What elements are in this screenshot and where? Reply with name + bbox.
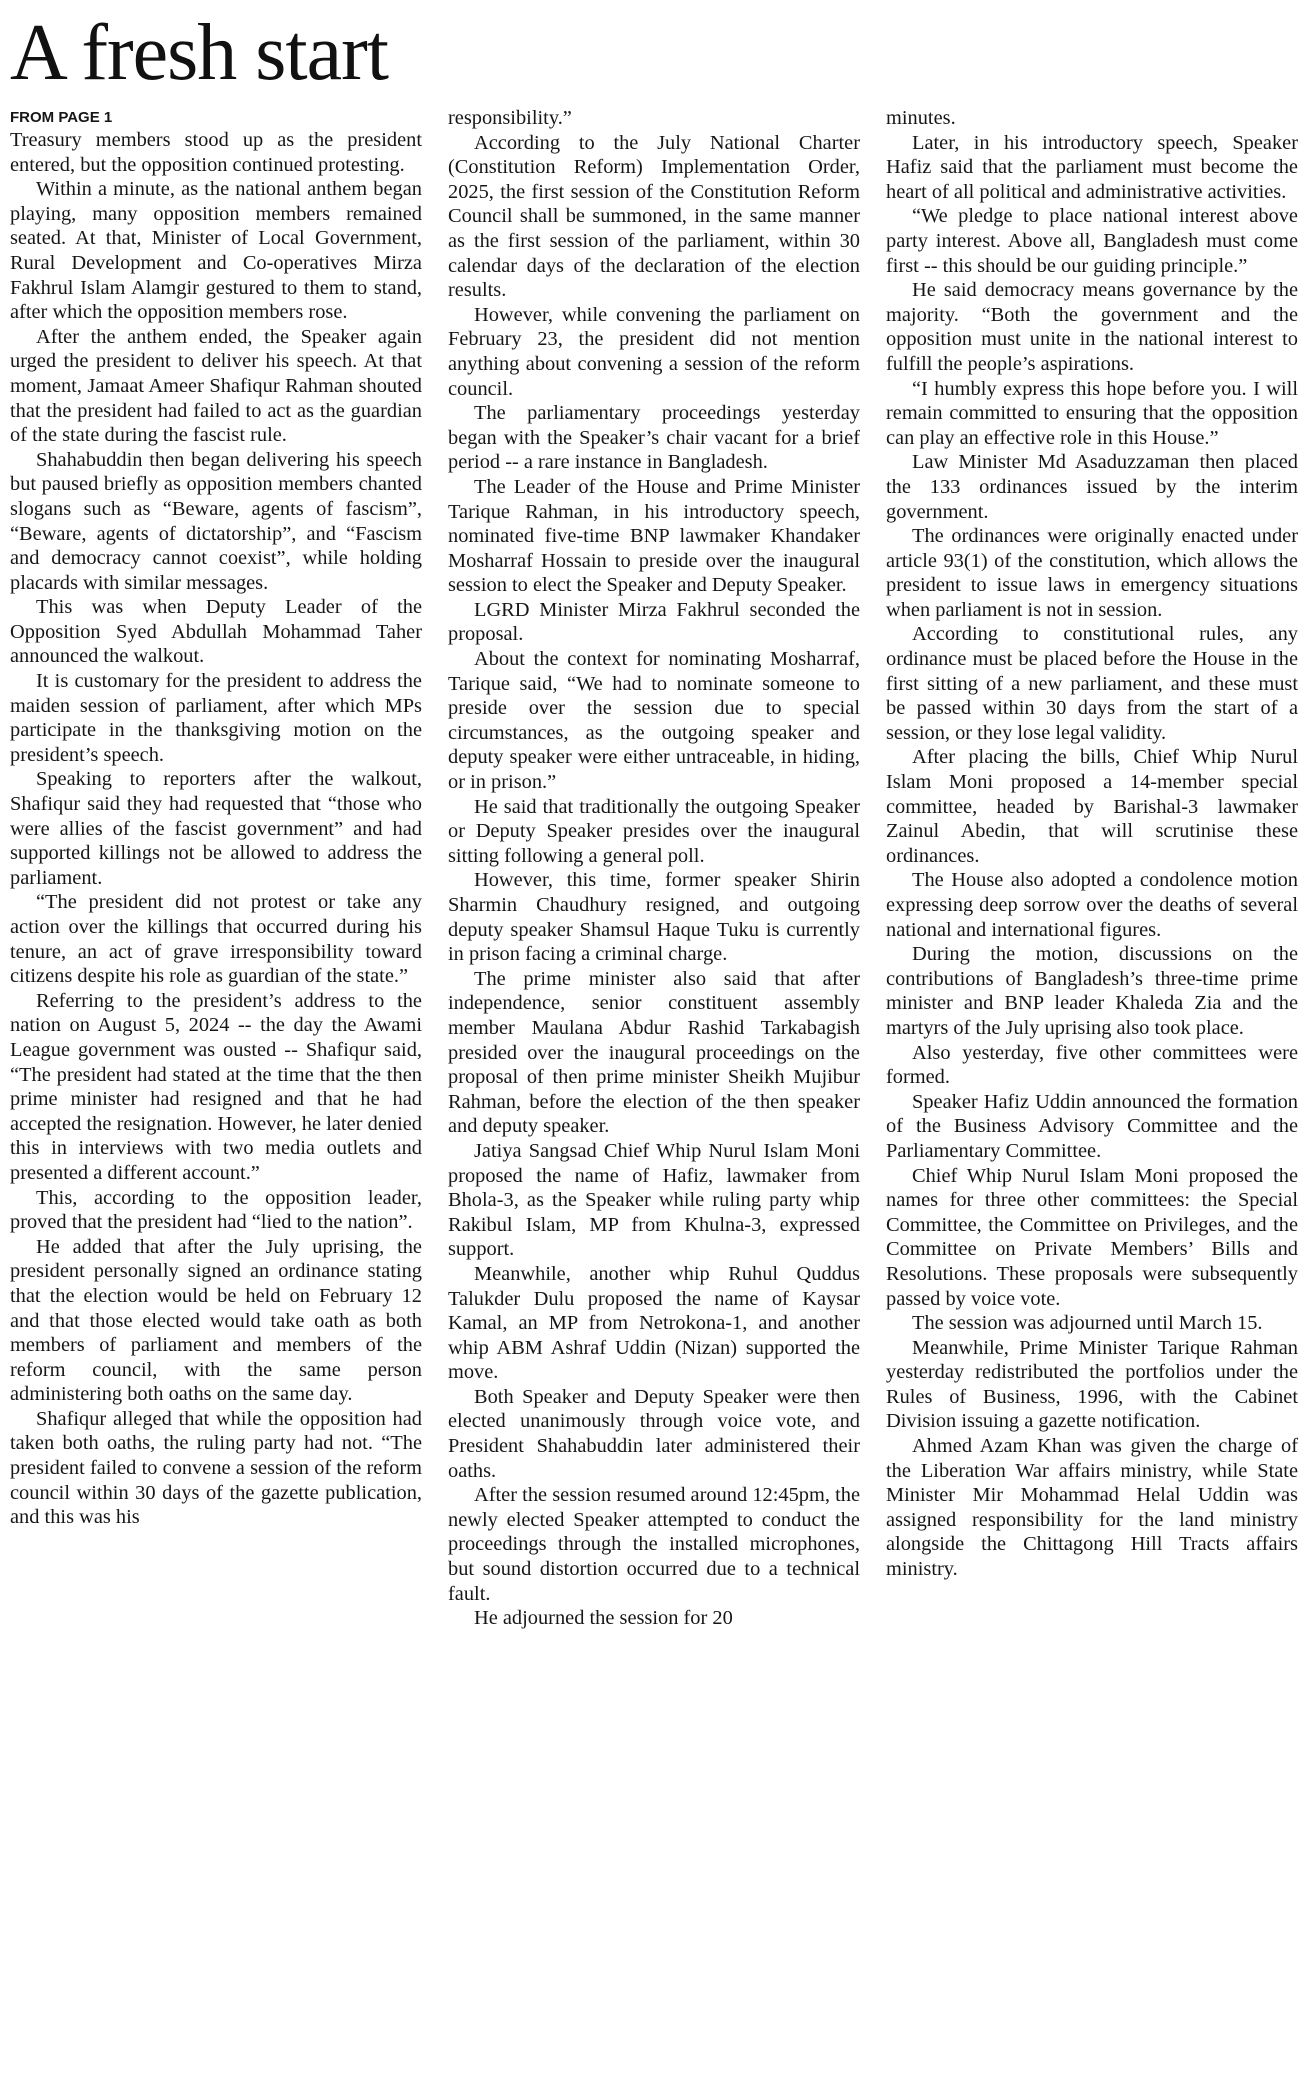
paragraph: Speaking to reporters after the walkout, Shafiqur said they had requested that “those who were allies of the fascist government” and had supported killings not be allowed to address the parliament.: [10, 768, 422, 889]
paragraph: According to constitutional rules, any ordinance must be placed before the House in the first sitting of a new parliament, and these must be passed within 30 days from the start of a session, or they lose legal validity.: [886, 623, 1298, 744]
paragraph: The ordinances were originally enacted under article 93(1) of the constitution, which allows the president to issue laws in emergency situations when parliament is not in session.: [886, 525, 1298, 621]
paragraph: Ahmed Azam Khan was given the charge of the Liberation War affairs ministry, while State Minister Mir Mohammad Helal Uddin was assigned responsibility for the land ministry alongside the Chittagong Hill Tracts affairs ministry.: [886, 1435, 1298, 1581]
paragraph: However, while convening the parliament on February 23, the president did not mention anything about convening a session of the reform council.: [448, 303, 860, 400]
paragraph: Meanwhile, Prime Minister Tarique Rahman yesterday redistributed the portfolios under the Rules of Business, 1996, with the Cabinet Division issuing a gazette notification.: [886, 1336, 1298, 1433]
article-column-1: [10, 108, 422, 1968]
article-column-2: [448, 106, 860, 2082]
paragraph: “I humbly express this hope before you. I will remain committed to ensuring that the opposition can play an effective role in this House.”: [886, 377, 1298, 449]
paragraph: However, this time, former speaker Shirin Sharmin Chaudhury resigned, and outgoing deputy speaker Shamsul Haque Tuku is currently in prison facing a criminal charge.: [448, 869, 860, 966]
paragraph: This, according to the opposition leader, proved that the president had “lied to the nation”.: [10, 1186, 422, 1234]
paragraph: Treasury members stood up as the president entered, but the opposition continued protesting.: [10, 129, 422, 176]
paragraph: Meanwhile, another whip Ruhul Quddus Talukder Dulu proposed the name of Kaysar Kamal, an MP from Netrokona-1, and another whip ABM Ashraf Uddin (Nizan) supported the move.: [448, 1262, 860, 1384]
paragraph: The session was adjourned until March 15.: [912, 1312, 1263, 1335]
paragraph: Later, in his introductory speech, Speaker Hafiz said that the parliament must become the heart of all political and administrative activities.: [886, 131, 1298, 203]
paragraph: It is customary for the president to address the maiden session of parliament, after which MPs participate in the thanksgiving motion on the president’s speech.: [10, 670, 422, 766]
paragraph: The Leader of the House and Prime Minister Tarique Rahman, in his introductory speech, nominated five-time BNP lawmaker Khandaker Mosharraf Hossain to preside over the inaugural session to elect the Speaker and Deputy Speaker.: [448, 475, 860, 597]
paragraph: Both Speaker and Deputy Speaker were then elected unanimously through voice vote, and President Shahabuddin later administered their oaths.: [448, 1385, 860, 1482]
paragraph: Within a minute, as the national anthem began playing, many opposition members remained seated. At that, Minister of Local Government, Rural Development and Co-operatives Mirza Fakhrul Islam Alamgir gestured to them to stand, after which the opposition members rose.: [10, 178, 422, 324]
headline: A fresh start: [10, 9, 389, 97]
kicker-from-page-1: FROM PAGE 1: [10, 109, 113, 126]
paragraph: The parliamentary proceedings yesterday began with the Speaker’s chair vacant for a brief period -- a rare instance in Bangladesh.: [448, 402, 860, 474]
paragraph: After the session resumed around 12:45pm, the newly elected Speaker attempted to conduct the proceedings through the installed microphones, but sound distortion occurred due to a technical fault.: [448, 1484, 860, 1605]
paragraph: The prime minister also said that after independence, senior constituent assembly member Maulana Abdur Rashid Tarkabagish presided over the inaugural proceedings on the proposal of then prime minister Sheikh Mujibur Rahman, before the election of the then speaker and deputy speaker.: [448, 967, 860, 1138]
paragraph: Shahabuddin then began delivering his speech but paused briefly as opposition members chanted slogans such as “Beware, agents of fascism”, “Beware, agents of dictatorship”, and “Fascism and democracy cannot coexist”, while holding placards with similar messages.: [10, 448, 422, 594]
paragraph-continuation: responsibility.”: [448, 107, 572, 129]
paragraph: Law Minister Md Asaduzzaman then placed the 133 ordinances issued by the interim government.: [886, 451, 1298, 523]
paragraph: During the motion, discussions on the contributions of Bangladesh’s three-time prime minister and BNP leader Khaleda Zia and the martyrs of the July uprising also took place.: [886, 943, 1298, 1039]
paragraph: Shafiqur alleged that while the opposition had taken both oaths, the ruling party had not. “The president failed to convene a session of the reform council within 30 days of the gazette publication, and this was his: [10, 1407, 422, 1529]
paragraph: LGRD Minister Mirza Fakhrul seconded the proposal.: [448, 598, 860, 646]
paragraph: He added that after the July uprising, the president personally signed an ordinance stating that the election would be held on February 12 and that those elected would take oath as both members of parliament and members of the reform council, with the same person administering both oaths on the same day.: [10, 1235, 422, 1406]
paragraph: “The president did not protest or take any action over the killings that occurred during his tenure, an act of grave irresponsibility toward citizens despite his role as guardian of the state.”: [10, 891, 422, 988]
paragraph: After the anthem ended, the Speaker again urged the president to deliver his speech. At that moment, Jamaat Ameer Shafiqur Rahman shouted that the president had failed to act as the guardian of the state during the fascist rule.: [10, 325, 422, 447]
paragraph: “We pledge to place national interest above party interest. Above all, Bangladesh must come first -- this should be our guiding principle.”: [886, 205, 1298, 277]
paragraph-continuation: minutes.: [886, 107, 956, 129]
paragraph: Referring to the president’s address to the nation on August 5, 2024 -- the day the Awami League government was ousted -- Shafiqur said, “The president had stated at the time that the then prime minister had resigned and that he had accepted the resignation. However, he later denied this in interviews with two media outlets and presented a different account.”: [10, 989, 422, 1184]
paragraph: He said democracy means governance by the majority. “Both the government and the opposition must unite in the national interest to fulfill the people’s aspirations.: [886, 279, 1298, 375]
paragraph: Also yesterday, five other committees were formed.: [886, 1041, 1298, 1089]
paragraph: Chief Whip Nurul Islam Moni proposed the names for three other committees: the Special Committee, the Committee on Privileges, and the Committee on Private Members’ Bills and Resolutions. These proposals were subsequently passed by voice vote.: [886, 1164, 1298, 1310]
paragraph: After placing the bills, Chief Whip Nurul Islam Moni proposed a 14-member special committee, headed by Barishal-3 lawmaker Zainul Abedin, that will scrutinise these ordinances.: [886, 746, 1298, 867]
paragraph: According to the July National Charter (Constitution Reform) Implementation Order, 2025, the first session of the Constitution Reform Council shall be summoned, in the same manner as the first session of the parliament, within 30 calendar days of the declaration of the election results.: [448, 131, 860, 302]
paragraph: About the context for nominating Mosharraf, Tarique said, “We had to nominate someone to preside over the session due to special circumstances, as the outgoing speaker and deputy speaker were either untraceable, in hiding, or in prison.”: [448, 648, 860, 794]
paragraph: This was when Deputy Leader of the Opposition Syed Abdullah Mohammad Taher announced the walkout.: [10, 596, 422, 668]
paragraph: Jatiya Sangsad Chief Whip Nurul Islam Moni proposed the name of Hafiz, lawmaker from Bhola-3, as the Speaker while ruling party whip Rakibul Islam, MP from Khulna-3, expressed support.: [448, 1139, 860, 1261]
paragraph: Speaker Hafiz Uddin announced the formation of the Business Advisory Committee and the Parliamentary Committee.: [886, 1090, 1298, 1162]
paragraph: The House also adopted a condolence motion expressing deep sorrow over the deaths of several national and international figures.: [886, 869, 1298, 941]
paragraph: He said that traditionally the outgoing Speaker or Deputy Speaker presides over the inaugural sitting following a general poll.: [448, 795, 860, 867]
paragraph: He adjourned the session for 20: [474, 1607, 733, 1630]
article-column-3: [886, 106, 1298, 2082]
